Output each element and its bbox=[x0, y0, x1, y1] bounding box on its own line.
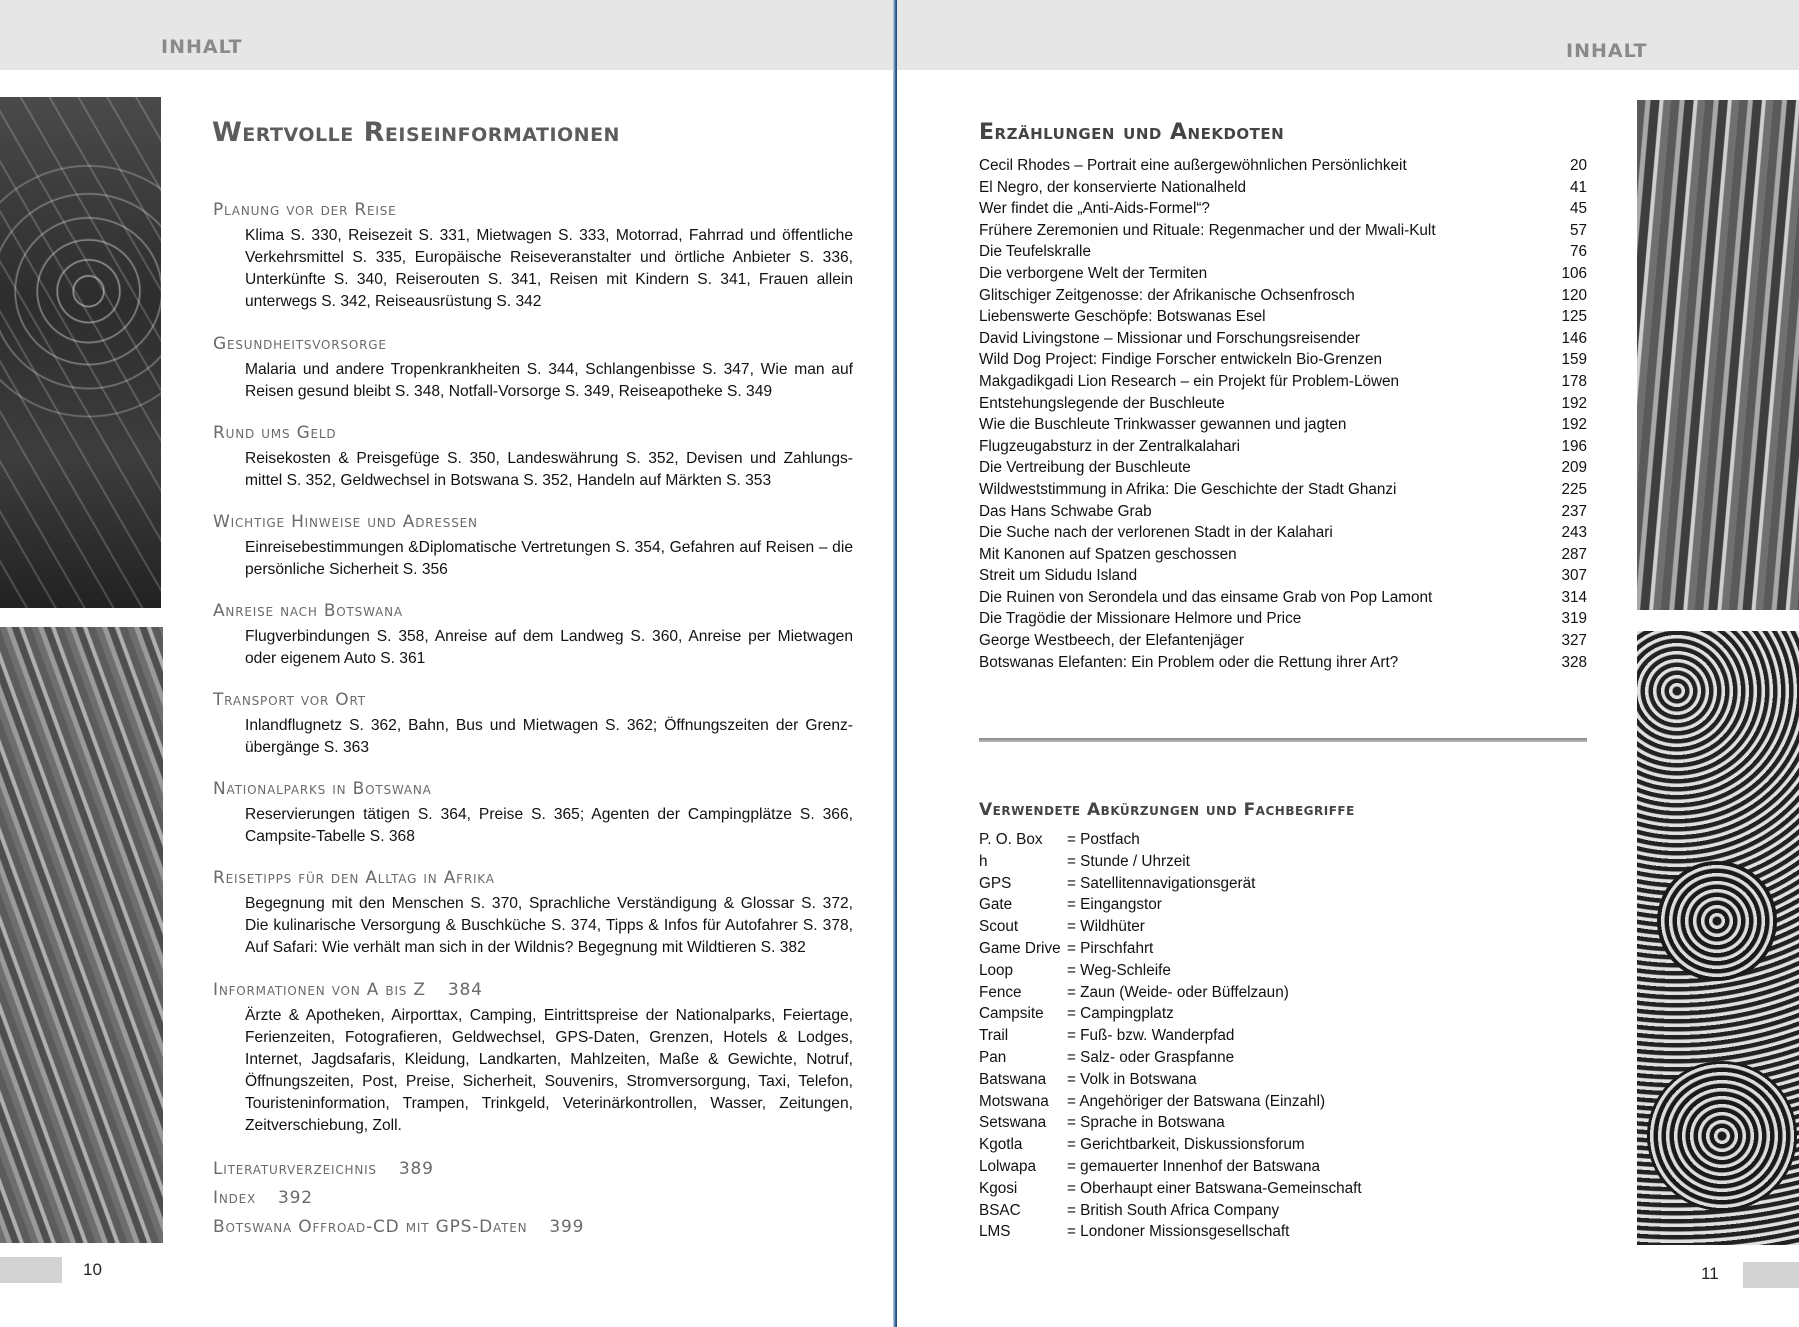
toc-section bbox=[213, 423, 853, 492]
section-body: Reservierungen tätigen S. 364, Preise S. 365; Agenten der Campingplätze S. 366, Campsite-Tabelle S. 368 bbox=[245, 806, 853, 845]
abbreviation-term: Gate bbox=[979, 896, 1013, 914]
abbreviation-meaning: = Pirschfahrt bbox=[1067, 939, 1154, 957]
story-title: Wie die Buschleute Trinkwasser gewannen und jagten bbox=[979, 416, 1347, 434]
header-band bbox=[0, 0, 895, 70]
abbreviation-term: Kgotla bbox=[979, 1136, 1023, 1154]
story-page: 327 bbox=[1561, 632, 1587, 650]
section-heading: Gesundheitsvorsorge bbox=[213, 334, 387, 354]
story-page: 159 bbox=[1561, 351, 1587, 369]
page-title: Wertvolle Reiseinformationen bbox=[212, 117, 620, 148]
story-title: Streit um Sidudu Island bbox=[979, 567, 1138, 585]
story-title: Die Vertreibung der Buschleute bbox=[979, 459, 1191, 477]
abbreviation-entry bbox=[979, 851, 1579, 873]
story-title: Flugzeugabsturz in der Zentralkalahari bbox=[979, 437, 1241, 455]
toc-section bbox=[213, 779, 853, 848]
running-head: INHALT bbox=[1566, 40, 1648, 62]
abbreviation-term: Campsite bbox=[979, 1005, 1044, 1023]
section-body: Ärzte & Apotheken, Airporttax, Camping, Eintrittspreise der Nationalparks, Feiertage, Ferienzeiten, Fotografieren, Geldwechsel, GPS-Daten, Grenzen, Hotels & Lodges, Internet, Jagdsafaris, Kleidung, Landkarten, Mahlzeiten, Maße & Gewichte, Notruf, Öffnungszeiten, Post, Preise, Sicherheit, Souvenirs, Stromversorgung, Taxi, Telefon, Touristeninformation, Trampen, Trinkgeld, Veterinärkontrollen, Wasser, Zeitungen, Zeitverschiebung, Zoll. bbox=[245, 1007, 853, 1134]
abbreviation-meaning: = British South Africa Company bbox=[1067, 1201, 1280, 1219]
abbreviation-meaning: = Postfach bbox=[1067, 831, 1140, 848]
abbreviation-entry bbox=[979, 1200, 1579, 1222]
divider-rule bbox=[979, 738, 1587, 742]
section-heading: Rund ums Geld bbox=[213, 423, 337, 443]
section-heading: Planung vor der Reise bbox=[213, 200, 397, 220]
abbreviation-meaning: = Stunde / Uhrzeit bbox=[1067, 852, 1190, 870]
story-entry bbox=[979, 436, 1587, 458]
abbreviation-term: Kgosi bbox=[979, 1179, 1018, 1197]
story-title: Die Tragödie der Missionare Helmore und Price bbox=[979, 610, 1302, 628]
section-heading: Wichtige Hinweise und Adressen bbox=[213, 512, 478, 532]
section-heading: Informationen von A bis Z 384 bbox=[213, 980, 483, 1000]
story-page: 196 bbox=[1561, 437, 1587, 455]
folio-bar bbox=[1743, 1262, 1799, 1288]
toc-section bbox=[213, 334, 853, 403]
section-body: Reisekosten & Preisgefüge S. 350, Landeswährung S. 352, Devisen und Zahlungs-mittel S. 352, Geldwechsel in Botswana S. 352, Handeln auf Märkten S. 353 bbox=[245, 450, 853, 489]
story-title: Cecil Rhodes – Portrait eine außergewöhnlichen Persönlichkeit bbox=[979, 157, 1407, 174]
story-title: Frühere Zeremonien und Rituale: Regenmacher und der Mwali-Kult bbox=[979, 221, 1436, 239]
story-title: Entstehungslegende der Buschleute bbox=[979, 394, 1225, 412]
abbreviation-entry bbox=[979, 916, 1579, 938]
story-title: Die Suche nach der verlorenen Stadt in der Kalahari bbox=[979, 524, 1333, 542]
story-page: 314 bbox=[1561, 588, 1587, 606]
story-entry bbox=[979, 349, 1587, 371]
story-page: 319 bbox=[1561, 610, 1587, 628]
section-heading: Literaturverzeichnis 389 bbox=[213, 1159, 434, 1179]
story-page: 307 bbox=[1561, 567, 1587, 585]
story-page: 243 bbox=[1561, 524, 1587, 542]
abbreviation-term: Fence bbox=[979, 983, 1022, 1001]
section-heading: Nationalparks in Botswana bbox=[213, 779, 432, 799]
tree-bark-photo bbox=[1637, 100, 1799, 610]
abbreviation-meaning: = Volk in Botswana bbox=[1067, 1070, 1197, 1088]
story-page: 20 bbox=[1569, 157, 1587, 174]
abbreviation-term: GPS bbox=[979, 874, 1012, 892]
abbreviation-meaning: = Sprache in Botswana bbox=[1067, 1114, 1225, 1132]
abbreviation-entry bbox=[979, 1156, 1579, 1178]
section-page-number: 392 bbox=[278, 1188, 313, 1208]
abbreviation-entry bbox=[979, 982, 1579, 1004]
story-entry bbox=[979, 608, 1587, 630]
story-entry bbox=[979, 155, 1587, 177]
story-page: 237 bbox=[1561, 502, 1587, 520]
story-entry bbox=[979, 371, 1587, 393]
story-page: 328 bbox=[1561, 653, 1587, 671]
story-entry bbox=[979, 393, 1587, 415]
story-entry bbox=[979, 501, 1587, 523]
abbreviation-term: Trail bbox=[979, 1027, 1009, 1045]
abbreviation-meaning: = Fuß- bzw. Wanderpfad bbox=[1067, 1027, 1235, 1045]
abbreviation-term: Loop bbox=[979, 961, 1014, 979]
story-page: 192 bbox=[1561, 416, 1587, 434]
right-page bbox=[897, 0, 1799, 1327]
story-entry bbox=[979, 630, 1587, 652]
abbreviation-term: h bbox=[979, 852, 988, 870]
story-entry bbox=[979, 522, 1587, 544]
story-page: 225 bbox=[1561, 480, 1587, 498]
abbreviation-meaning: = Weg-Schleife bbox=[1067, 961, 1171, 979]
abbreviation-term: Setswana bbox=[979, 1114, 1047, 1132]
story-entry bbox=[979, 241, 1587, 263]
page-number: 11 bbox=[1701, 1264, 1719, 1283]
abbreviation-entry bbox=[979, 1091, 1579, 1113]
story-entry bbox=[979, 177, 1587, 199]
story-title: Makgadikgadi Lion Research – ein Projekt für Problem-Löwen bbox=[979, 372, 1400, 390]
abbreviation-meaning: = Oberhaupt einer Batswana-Gemeinschaft bbox=[1067, 1179, 1362, 1197]
story-title: Mit Kanonen auf Spatzen geschossen bbox=[979, 545, 1237, 563]
section-heading: Botswana Offroad-CD mit GPS-Daten 399 bbox=[213, 1217, 585, 1237]
story-title: El Negro, der konservierte Nationalheld bbox=[979, 178, 1246, 196]
story-title: Glitschiger Zeitgenosse: der Afrikanische Ochsenfrosch bbox=[979, 286, 1355, 304]
abbreviation-term: BSAC bbox=[979, 1201, 1021, 1219]
story-title: Botswanas Elefanten: Ein Problem oder die Rettung ihrer Art? bbox=[979, 653, 1399, 671]
abbreviation-entry bbox=[979, 1003, 1579, 1025]
abbreviation-meaning: = Campingplatz bbox=[1067, 1005, 1174, 1023]
abbreviation-entry bbox=[979, 1069, 1579, 1091]
story-page: 57 bbox=[1569, 221, 1587, 239]
toc-section bbox=[213, 1188, 853, 1213]
story-title: Liebenswerte Geschöpfe: Botswanas Esel bbox=[979, 308, 1266, 326]
story-page: 120 bbox=[1561, 286, 1587, 304]
toc-section bbox=[213, 1217, 853, 1242]
abbreviation-meaning: = Wildhüter bbox=[1067, 918, 1145, 936]
story-page: 192 bbox=[1561, 394, 1587, 412]
section-body: Inlandflugnetz S. 362, Bahn, Bus und Mietwagen S. 362; Öffnungszeiten der Grenz-übergänge S. 363 bbox=[245, 717, 853, 756]
story-entry bbox=[979, 544, 1587, 566]
story-page: 76 bbox=[1569, 243, 1587, 261]
toc-section bbox=[213, 690, 853, 759]
story-entry bbox=[979, 328, 1587, 350]
abbreviation-meaning: = Satellitennavigationsgerät bbox=[1067, 874, 1256, 892]
abbreviation-term: Motswana bbox=[979, 1092, 1049, 1110]
section-heading: Anreise nach Botswana bbox=[213, 601, 403, 621]
abbreviation-entry bbox=[979, 1134, 1579, 1156]
toc-section bbox=[213, 1159, 853, 1184]
left-page bbox=[0, 0, 895, 1327]
abbreviation-meaning: = Salz- oder Graspfanne bbox=[1067, 1048, 1235, 1066]
abbreviation-entry bbox=[979, 873, 1579, 895]
abbreviation-meaning: = gemauerter Innenhof der Batswana bbox=[1067, 1157, 1320, 1175]
folio-bar bbox=[0, 1257, 62, 1283]
abbreviation-meaning: = Angehöriger der Batswana (Einzahl) bbox=[1067, 1092, 1326, 1110]
abbreviation-entry bbox=[979, 829, 1579, 851]
abbreviation-entry bbox=[979, 960, 1579, 982]
story-entry bbox=[979, 285, 1587, 307]
story-page: 209 bbox=[1561, 459, 1587, 477]
toc-section bbox=[213, 512, 853, 581]
story-page: 41 bbox=[1569, 178, 1587, 196]
story-title: Wildweststimmung in Afrika: Die Geschichte der Stadt Ghanzi bbox=[979, 480, 1397, 498]
story-title: Das Hans Schwabe Grab bbox=[979, 502, 1152, 520]
stories-list bbox=[979, 155, 1587, 673]
page-number: 10 bbox=[83, 1260, 102, 1279]
abbreviation-term: P. O. Box bbox=[979, 831, 1043, 848]
story-entry bbox=[979, 457, 1587, 479]
section-heading: Transport vor Ort bbox=[213, 690, 366, 710]
toc-section bbox=[213, 868, 853, 959]
abbreviation-meaning: = Londoner Missionsgesellschaft bbox=[1067, 1223, 1290, 1241]
abbreviation-entry bbox=[979, 894, 1579, 916]
section-heading: Index 392 bbox=[213, 1188, 313, 1208]
story-title: George Westbeech, der Elefantenjäger bbox=[979, 632, 1245, 650]
section-page-number: 389 bbox=[398, 1159, 434, 1179]
abbreviation-entry bbox=[979, 938, 1579, 960]
story-title: Wild Dog Project: Findige Forscher entwickeln Bio-Grenzen bbox=[979, 351, 1382, 369]
story-title: Wer findet die „Anti-Aids-Formel“? bbox=[979, 200, 1210, 218]
toc-section bbox=[213, 980, 853, 1137]
story-entry bbox=[979, 414, 1587, 436]
section-body: Malaria und andere Tropenkrankheiten S. 344, Schlangenbisse S. 347, Wie man auf Reisen gesund bleibt S. 348, Notfall-Vorsorge S. 349, Reiseapotheke S. 349 bbox=[245, 361, 853, 400]
abbreviation-entry bbox=[979, 1221, 1579, 1243]
abbreviation-meaning: = Eingangstor bbox=[1067, 896, 1162, 914]
spiral-pattern-photo bbox=[1637, 631, 1799, 1245]
toc-section bbox=[213, 601, 853, 670]
abbreviations-title: Verwendete Abkürzungen und Fachbegriffe bbox=[979, 800, 1355, 820]
toc-section bbox=[213, 200, 853, 313]
abbreviation-term: Batswana bbox=[979, 1070, 1047, 1088]
abbreviations-list bbox=[979, 829, 1579, 1243]
story-page: 178 bbox=[1561, 372, 1587, 390]
story-page: 106 bbox=[1561, 264, 1587, 282]
story-entry bbox=[979, 652, 1587, 674]
story-title: Die verborgene Welt der Termiten bbox=[979, 264, 1208, 282]
abbreviation-meaning: = Gerichtbarkeit, Diskussionsforum bbox=[1067, 1136, 1305, 1154]
story-page: 125 bbox=[1561, 308, 1587, 326]
abbreviation-term: LMS bbox=[979, 1223, 1011, 1241]
abbreviation-meaning: = Zaun (Weide- oder Büffelzaun) bbox=[1067, 983, 1289, 1001]
section-page-number: 399 bbox=[549, 1217, 585, 1237]
story-entry bbox=[979, 306, 1587, 328]
header-band bbox=[897, 0, 1799, 70]
abbreviation-entry bbox=[979, 1025, 1579, 1047]
abbreviation-term: Pan bbox=[979, 1048, 1007, 1066]
story-entry bbox=[979, 479, 1587, 501]
story-title: David Livingstone – Missionar und Forschungsreisender bbox=[979, 329, 1360, 347]
story-title: Die Teufelskralle bbox=[979, 243, 1091, 261]
story-entry bbox=[979, 220, 1587, 242]
running-head: INHALT bbox=[161, 36, 243, 58]
story-entry bbox=[979, 198, 1587, 220]
section-page-number: 384 bbox=[447, 980, 483, 1000]
abbreviation-term: Lolwapa bbox=[979, 1157, 1036, 1175]
abbreviation-entry bbox=[979, 1112, 1579, 1134]
abbreviation-term: Scout bbox=[979, 918, 1019, 936]
story-entry bbox=[979, 263, 1587, 285]
abbreviation-entry bbox=[979, 1178, 1579, 1200]
abbreviation-term: Game Drive bbox=[979, 939, 1061, 957]
story-entry bbox=[979, 587, 1587, 609]
section-body: Klima S. 330, Reisezeit S. 331, Mietwagen S. 333, Motorrad, Fahrrad und öffentliche Verkehrsmittel S. 335, Europäische Reiseveranstalter und örtliche Anbieter S. 336, Unterkünfte S. 340, Reiserouten S. 341, Reisen mit Kindern S. 341, Frauen allein unterwegs S. 342, Reiseausrüstung S. 342 bbox=[245, 227, 853, 310]
story-page: 287 bbox=[1561, 545, 1587, 563]
story-page: 45 bbox=[1569, 200, 1587, 218]
section-body: Begegnung mit den Menschen S. 370, Sprachliche Verständigung & Glossar S. 372, Die kulinarische Versorgung & Buschküche S. 374, Tipps & Infos für Autofahrer S. 378, Auf Safari: Wie verhält man sich in der Wildnis? Begegnung mit Wildtieren S. 382 bbox=[245, 895, 853, 956]
stories-title: Erzählungen und Anekdoten bbox=[979, 120, 1285, 145]
section-body: Flugverbindungen S. 358, Anreise auf dem Landweg S. 360, Anreise per Mietwagen oder eigenem Auto S. 361 bbox=[245, 628, 853, 667]
story-title: Die Ruinen von Serondela und das einsame Grab von Pop Lamont bbox=[979, 588, 1433, 606]
section-heading: Reisetipps für den Alltag in Afrika bbox=[213, 868, 495, 888]
story-entry bbox=[979, 565, 1587, 587]
spiderweb-photo bbox=[0, 97, 161, 608]
bark-photo bbox=[0, 627, 163, 1243]
abbreviation-entry bbox=[979, 1047, 1579, 1069]
section-body: Einreisebestimmungen &Diplomatische Vertretungen S. 354, Gefahren auf Reisen – die persönliche Sicherheit S. 356 bbox=[245, 539, 853, 578]
story-page: 146 bbox=[1561, 329, 1587, 347]
